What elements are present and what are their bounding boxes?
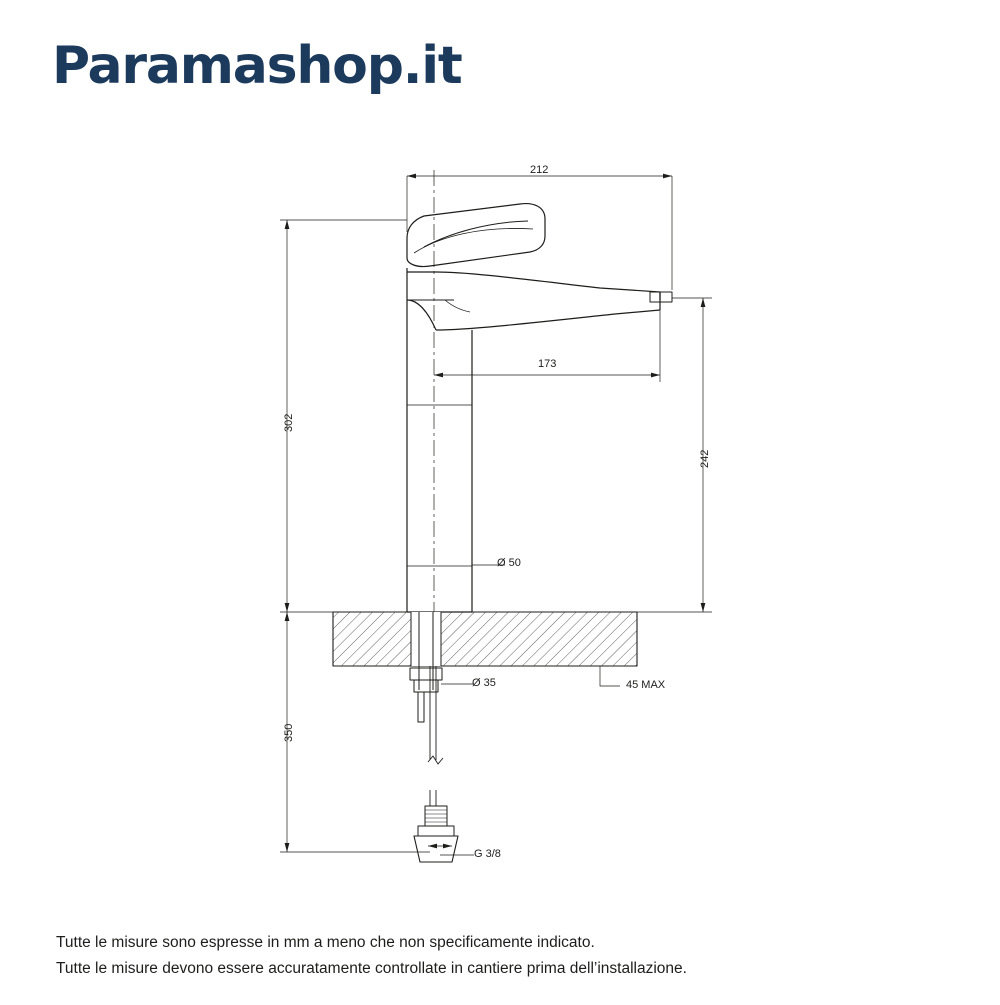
dim-label-hose-length: 350 — [283, 723, 295, 742]
note-line-2: Tutte le misure devono essere accuratamente controllate in cantiere prima dell’installazione. — [56, 960, 687, 977]
dim-label-deck-thickness: 45 MAX — [626, 679, 666, 691]
dim-label-spout-reach: 173 — [538, 358, 557, 370]
dim-label-total-height: 302 — [283, 413, 295, 432]
drawing-notes — [56, 930, 936, 982]
dim-label-width-top: 212 — [530, 164, 549, 176]
dim-label-body-diameter: Ø 50 — [497, 557, 521, 569]
dimension-lines — [280, 176, 712, 855]
brand-logo-text: Paramashop.it — [52, 36, 462, 96]
dim-label-shank-diameter: Ø 35 — [472, 677, 496, 689]
dim-label-spout-height: 242 — [699, 449, 711, 468]
note-line-1: Tutte le misure sono espresse in mm a meno che non specificamente indicato. — [56, 934, 595, 951]
dim-label-thread-size: G 3/8 — [474, 848, 501, 860]
faucet-outline — [333, 170, 672, 862]
